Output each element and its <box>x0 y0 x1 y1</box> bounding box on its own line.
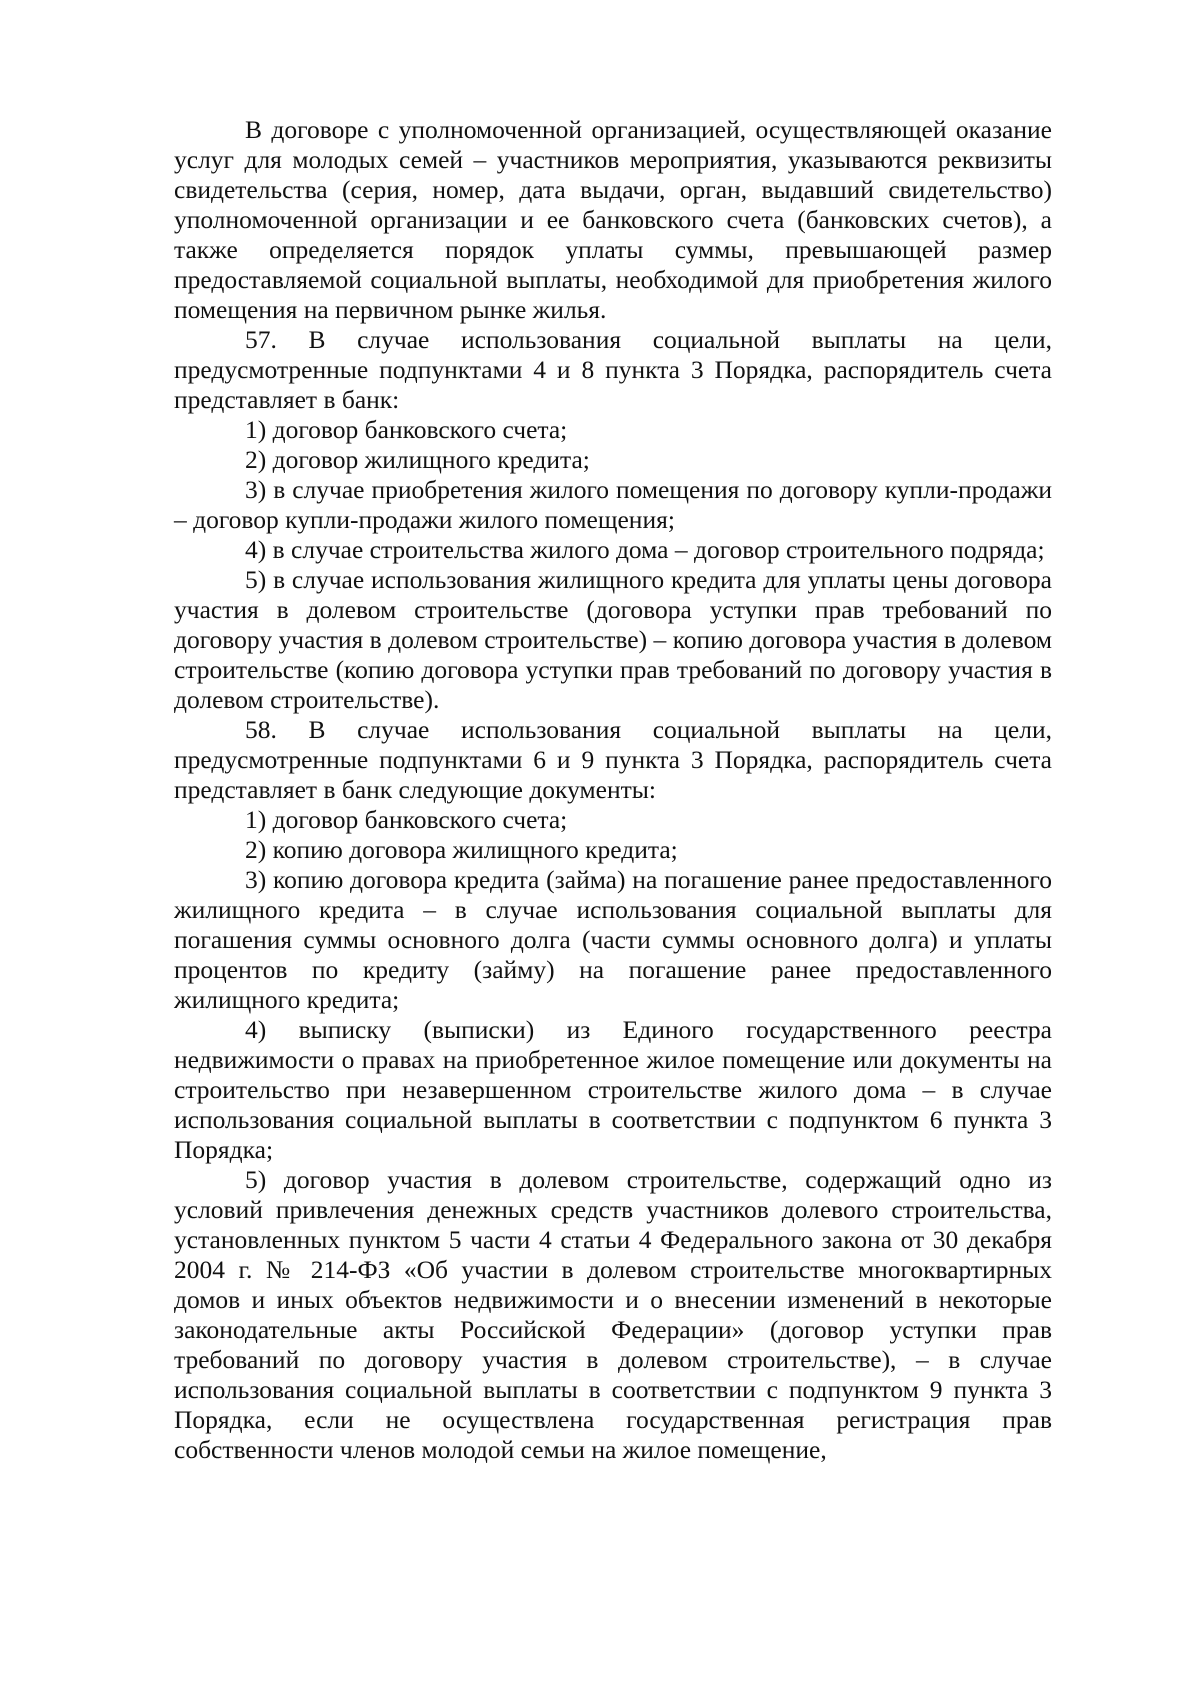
paragraph-contract-requisites: В договоре с уполномоченной организацией, осуществляющей оказание услуг для молодых семей – участников мероприятия, указываются реквизиты свидетельства (серия, номер, дата выдачи, орган, выдавший свидетельство) уполномоченной организации и ее банковского счета (банковских счетов), а также определяется порядок уплаты суммы, превышающей размер предоставляемой социальной выплаты, необходимой для приобретения жилого помещения на первичном рынке жилья. <box>174 115 1052 324</box>
paragraph-58-item-1: 1) договор банковского счета; <box>245 805 568 834</box>
paragraph-57-intro: 57. В случае использования социальной выплаты на цели, предусмотренные подпунктами 4 и 8 пункта 3 Порядка, распорядитель счета представляет в банк: <box>174 325 1052 414</box>
paragraph-58-intro: 58. В случае использования социальной выплаты на цели, предусмотренные подпунктами 6 и 9 пункта 3 Порядка, распорядитель счета представляет в банк следующие документы: <box>174 715 1052 804</box>
document-page <box>174 115 1052 1465</box>
paragraph-57-item-3: 3) в случае приобретения жилого помещения по договору купли-продажи – договор купли-продажи жилого помещения; <box>174 475 1052 534</box>
paragraph-58-item-4: 4) выписку (выписки) из Единого государственного реестра недвижимости о правах на приобретенное жилое помещение или документы на строительство при незавершенном строительстве жилого дома – в случае использования социальной выплаты в соответствии с подпунктом 6 пункта 3 Порядка; <box>174 1015 1052 1164</box>
paragraph-57-item-1: 1) договор банковского счета; <box>245 415 568 444</box>
paragraph-58-item-2: 2) копию договора жилищного кредита; <box>245 835 678 864</box>
paragraph-57-item-4: 4) в случае строительства жилого дома – договор строительного подряда; <box>245 535 1045 564</box>
paragraph-58-item-5: 5) договор участия в долевом строительстве, содержащий одно из условий привлечения денежных средств участников долевого строительства, установленных пунктом 5 части 4 статьи 4 Федерального закона от 30 декабря 2004 г. № 214-ФЗ «Об участии в долевом строительстве многоквартирных домов и иных объектов недвижимости и о внесении изменений в некоторые законодательные акты Российской Федерации» (договор уступки прав требований по договору участия в долевом строительстве), – в случае использования социальной выплаты в соответствии с подпунктом 9 пункта 3 Порядка, если не осуществлена государственная регистрация прав собственности членов молодой семьи на жилое помещение, <box>174 1165 1052 1464</box>
paragraph-57-item-2: 2) договор жилищного кредита; <box>245 445 590 474</box>
paragraph-57-item-5: 5) в случае использования жилищного кредита для уплаты цены договора участия в долевом строительстве (договора уступки прав требований по договору участия в долевом строительстве) – копию договора участия в долевом строительстве (копию договора уступки прав требований по договору участия в долевом строительстве). <box>174 565 1052 714</box>
paragraph-58-item-3: 3) копию договора кредита (займа) на погашение ранее предоставленного жилищного кредита – в случае использования социальной выплаты для погашения суммы основного долга (части суммы основного долга) и уплаты процентов по кредиту (займу) на погашение ранее предоставленного жилищного кредита; <box>174 865 1052 1014</box>
